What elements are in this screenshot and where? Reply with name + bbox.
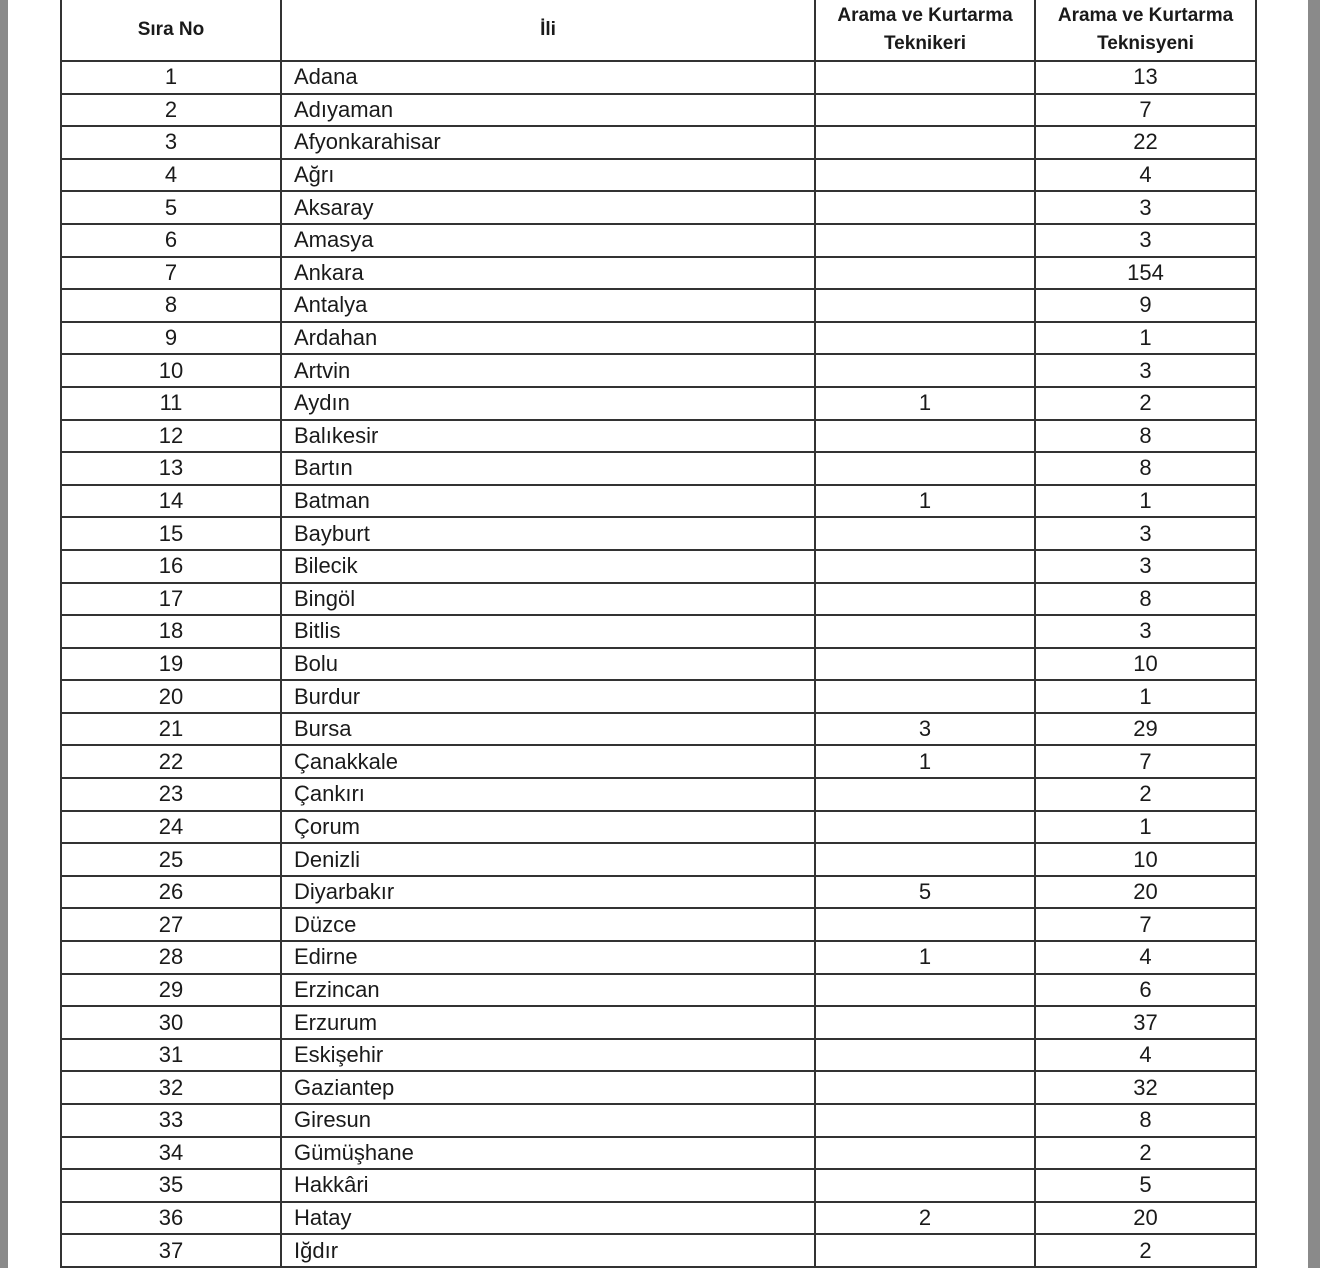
- cell-sira-no: 17: [61, 583, 281, 616]
- cell-teknisyeni: 8: [1035, 420, 1256, 453]
- cell-teknisyeni: 3: [1035, 224, 1256, 257]
- cell-teknisyeni: 2: [1035, 1234, 1256, 1267]
- cell-teknisyeni: 7: [1035, 908, 1256, 941]
- cell-teknisyeni: 2: [1035, 778, 1256, 811]
- cell-sira-no: 15: [61, 517, 281, 550]
- cell-sira-no: 25: [61, 843, 281, 876]
- cell-teknisyeni: 1: [1035, 322, 1256, 355]
- cell-il: Edirne: [281, 941, 815, 974]
- cell-il: Burdur: [281, 680, 815, 713]
- cell-sira-no: 22: [61, 745, 281, 778]
- cell-sira-no: 36: [61, 1202, 281, 1235]
- header-teknisyeni: Arama ve Kurtarma Teknisyeni: [1035, 0, 1256, 61]
- cell-sira-no: 37: [61, 1234, 281, 1267]
- table-row: [61, 941, 1256, 974]
- cell-sira-no: 32: [61, 1071, 281, 1104]
- cell-sira-no: 3: [61, 126, 281, 159]
- cell-sira-no: 35: [61, 1169, 281, 1202]
- cell-teknisyeni: 3: [1035, 550, 1256, 583]
- cell-teknisyeni: 3: [1035, 615, 1256, 648]
- cell-teknisyeni: 4: [1035, 1039, 1256, 1072]
- cell-teknisyeni: 32: [1035, 1071, 1256, 1104]
- cell-il: Diyarbakır: [281, 876, 815, 909]
- table-row: [61, 1202, 1256, 1235]
- cell-teknikeri: [815, 224, 1035, 257]
- cell-teknisyeni: 1: [1035, 811, 1256, 844]
- cell-teknikeri: [815, 452, 1035, 485]
- cell-sira-no: 33: [61, 1104, 281, 1137]
- table-row: [61, 61, 1256, 94]
- table-row: [61, 1006, 1256, 1039]
- cell-sira-no: 11: [61, 387, 281, 420]
- table-row: [61, 1039, 1256, 1072]
- cell-teknisyeni: 13: [1035, 61, 1256, 94]
- cell-teknisyeni: 5: [1035, 1169, 1256, 1202]
- cell-sira-no: 34: [61, 1137, 281, 1170]
- cell-il: Hatay: [281, 1202, 815, 1235]
- table-row: [61, 354, 1256, 387]
- cell-teknikeri: [815, 191, 1035, 224]
- cell-sira-no: 19: [61, 648, 281, 681]
- cell-sira-no: 28: [61, 941, 281, 974]
- cell-il: Adıyaman: [281, 94, 815, 127]
- cell-sira-no: 14: [61, 485, 281, 518]
- cell-sira-no: 7: [61, 257, 281, 290]
- table-row: [61, 322, 1256, 355]
- cell-il: Eskişehir: [281, 1039, 815, 1072]
- table-row: [61, 876, 1256, 909]
- cell-teknisyeni: 2: [1035, 387, 1256, 420]
- cell-teknikeri: 1: [815, 745, 1035, 778]
- cell-il: Bilecik: [281, 550, 815, 583]
- table-row: [61, 94, 1256, 127]
- cell-teknikeri: [815, 159, 1035, 192]
- cell-teknikeri: [815, 1071, 1035, 1104]
- cell-teknisyeni: 20: [1035, 1202, 1256, 1235]
- table-row: [61, 1234, 1256, 1267]
- cell-teknisyeni: 4: [1035, 941, 1256, 974]
- table-row: [61, 289, 1256, 322]
- cell-il: Artvin: [281, 354, 815, 387]
- table-row: [61, 224, 1256, 257]
- cell-teknisyeni: 7: [1035, 94, 1256, 127]
- cell-sira-no: 18: [61, 615, 281, 648]
- cell-teknisyeni: 37: [1035, 1006, 1256, 1039]
- table-row: [61, 745, 1256, 778]
- cell-sira-no: 21: [61, 713, 281, 746]
- cell-teknikeri: [815, 1039, 1035, 1072]
- cell-teknisyeni: 6: [1035, 974, 1256, 1007]
- cell-sira-no: 30: [61, 1006, 281, 1039]
- table-row: [61, 843, 1256, 876]
- cell-teknikeri: [815, 843, 1035, 876]
- cell-il: Çankırı: [281, 778, 815, 811]
- cell-il: Iğdır: [281, 1234, 815, 1267]
- cell-teknikeri: [815, 94, 1035, 127]
- cell-sira-no: 16: [61, 550, 281, 583]
- cell-teknikeri: [815, 680, 1035, 713]
- table-row: [61, 420, 1256, 453]
- cell-teknikeri: [815, 550, 1035, 583]
- cell-il: Denizli: [281, 843, 815, 876]
- cell-il: Aksaray: [281, 191, 815, 224]
- table-row: [61, 615, 1256, 648]
- cell-teknikeri: [815, 648, 1035, 681]
- table-row: [61, 680, 1256, 713]
- cell-il: Gaziantep: [281, 1071, 815, 1104]
- cell-teknikeri: [815, 354, 1035, 387]
- cell-teknikeri: [815, 1137, 1035, 1170]
- cell-il: Balıkesir: [281, 420, 815, 453]
- cell-il: Gümüşhane: [281, 1137, 815, 1170]
- cell-il: Erzurum: [281, 1006, 815, 1039]
- table-row: [61, 778, 1256, 811]
- cell-il: Amasya: [281, 224, 815, 257]
- table-row: [61, 1104, 1256, 1137]
- table-row: [61, 159, 1256, 192]
- cell-il: Ağrı: [281, 159, 815, 192]
- cell-sira-no: 20: [61, 680, 281, 713]
- table-row: [61, 452, 1256, 485]
- cell-il: Erzincan: [281, 974, 815, 1007]
- cell-teknikeri: 1: [815, 941, 1035, 974]
- cell-teknisyeni: 7: [1035, 745, 1256, 778]
- cell-teknikeri: [815, 126, 1035, 159]
- cell-il: Bingöl: [281, 583, 815, 616]
- cell-sira-no: 26: [61, 876, 281, 909]
- table-row: [61, 974, 1256, 1007]
- cell-sira-no: 4: [61, 159, 281, 192]
- cell-teknisyeni: 3: [1035, 354, 1256, 387]
- cell-teknikeri: [815, 420, 1035, 453]
- page-edge-left: [0, 0, 8, 1268]
- cell-teknikeri: [815, 583, 1035, 616]
- cell-teknisyeni: 22: [1035, 126, 1256, 159]
- cell-sira-no: 12: [61, 420, 281, 453]
- cell-sira-no: 5: [61, 191, 281, 224]
- cell-il: Bitlis: [281, 615, 815, 648]
- cell-teknikeri: 5: [815, 876, 1035, 909]
- cell-sira-no: 13: [61, 452, 281, 485]
- cell-teknisyeni: 29: [1035, 713, 1256, 746]
- cell-il: Bayburt: [281, 517, 815, 550]
- cell-teknikeri: [815, 1104, 1035, 1137]
- table-row: [61, 713, 1256, 746]
- cell-teknisyeni: 1: [1035, 485, 1256, 518]
- cell-il: Aydın: [281, 387, 815, 420]
- table-row: [61, 550, 1256, 583]
- cell-il: Ankara: [281, 257, 815, 290]
- cell-teknikeri: [815, 322, 1035, 355]
- table-row: [61, 485, 1256, 518]
- cell-teknisyeni: 20: [1035, 876, 1256, 909]
- cell-teknikeri: [815, 778, 1035, 811]
- page-edge-right: [1308, 0, 1320, 1268]
- table-row: [61, 126, 1256, 159]
- cell-teknikeri: [815, 289, 1035, 322]
- cell-il: Antalya: [281, 289, 815, 322]
- cell-teknisyeni: 154: [1035, 257, 1256, 290]
- cell-teknisyeni: 2: [1035, 1137, 1256, 1170]
- cell-teknikeri: [815, 257, 1035, 290]
- cell-sira-no: 1: [61, 61, 281, 94]
- header-teknikeri: Arama ve Kurtarma Teknikeri: [815, 0, 1035, 61]
- cell-sira-no: 29: [61, 974, 281, 1007]
- cell-teknisyeni: 8: [1035, 452, 1256, 485]
- cell-teknikeri: [815, 908, 1035, 941]
- cell-il: Ardahan: [281, 322, 815, 355]
- table-row: [61, 583, 1256, 616]
- cell-teknikeri: 3: [815, 713, 1035, 746]
- cell-il: Batman: [281, 485, 815, 518]
- cell-il: Giresun: [281, 1104, 815, 1137]
- table-row: [61, 1137, 1256, 1170]
- cell-teknisyeni: 8: [1035, 1104, 1256, 1137]
- cell-sira-no: 6: [61, 224, 281, 257]
- cell-teknisyeni: 10: [1035, 843, 1256, 876]
- table-header-row: [61, 0, 1256, 61]
- cell-teknikeri: [815, 61, 1035, 94]
- cell-teknikeri: [815, 1169, 1035, 1202]
- cell-sira-no: 23: [61, 778, 281, 811]
- table-row: [61, 908, 1256, 941]
- cell-teknisyeni: 10: [1035, 648, 1256, 681]
- cell-teknikeri: [815, 1006, 1035, 1039]
- cell-il: Düzce: [281, 908, 815, 941]
- header-sira-no: Sıra No: [61, 0, 281, 61]
- table-row: [61, 191, 1256, 224]
- table-row: [61, 517, 1256, 550]
- table-row: [61, 1169, 1256, 1202]
- personnel-table: [60, 0, 1257, 1268]
- cell-teknikeri: [815, 615, 1035, 648]
- cell-teknisyeni: 4: [1035, 159, 1256, 192]
- cell-teknikeri: [815, 517, 1035, 550]
- cell-teknisyeni: 8: [1035, 583, 1256, 616]
- header-il: İli: [281, 0, 815, 61]
- cell-teknikeri: 1: [815, 485, 1035, 518]
- cell-sira-no: 8: [61, 289, 281, 322]
- cell-teknikeri: 2: [815, 1202, 1035, 1235]
- cell-il: Çorum: [281, 811, 815, 844]
- cell-teknisyeni: 9: [1035, 289, 1256, 322]
- cell-teknisyeni: 3: [1035, 517, 1256, 550]
- cell-sira-no: 27: [61, 908, 281, 941]
- cell-sira-no: 2: [61, 94, 281, 127]
- cell-il: Bolu: [281, 648, 815, 681]
- cell-sira-no: 24: [61, 811, 281, 844]
- cell-teknikeri: [815, 1234, 1035, 1267]
- cell-sira-no: 9: [61, 322, 281, 355]
- table-body: [61, 61, 1256, 1267]
- table-row: [61, 811, 1256, 844]
- cell-il: Afyonkarahisar: [281, 126, 815, 159]
- table-row: [61, 1071, 1256, 1104]
- cell-teknisyeni: 3: [1035, 191, 1256, 224]
- cell-il: Hakkâri: [281, 1169, 815, 1202]
- table-row: [61, 387, 1256, 420]
- cell-teknisyeni: 1: [1035, 680, 1256, 713]
- table-row: [61, 648, 1256, 681]
- cell-sira-no: 31: [61, 1039, 281, 1072]
- cell-teknikeri: [815, 974, 1035, 1007]
- cell-teknikeri: [815, 811, 1035, 844]
- cell-il: Adana: [281, 61, 815, 94]
- cell-sira-no: 10: [61, 354, 281, 387]
- cell-teknikeri: 1: [815, 387, 1035, 420]
- cell-il: Bartın: [281, 452, 815, 485]
- cell-il: Çanakkale: [281, 745, 815, 778]
- cell-il: Bursa: [281, 713, 815, 746]
- table-row: [61, 257, 1256, 290]
